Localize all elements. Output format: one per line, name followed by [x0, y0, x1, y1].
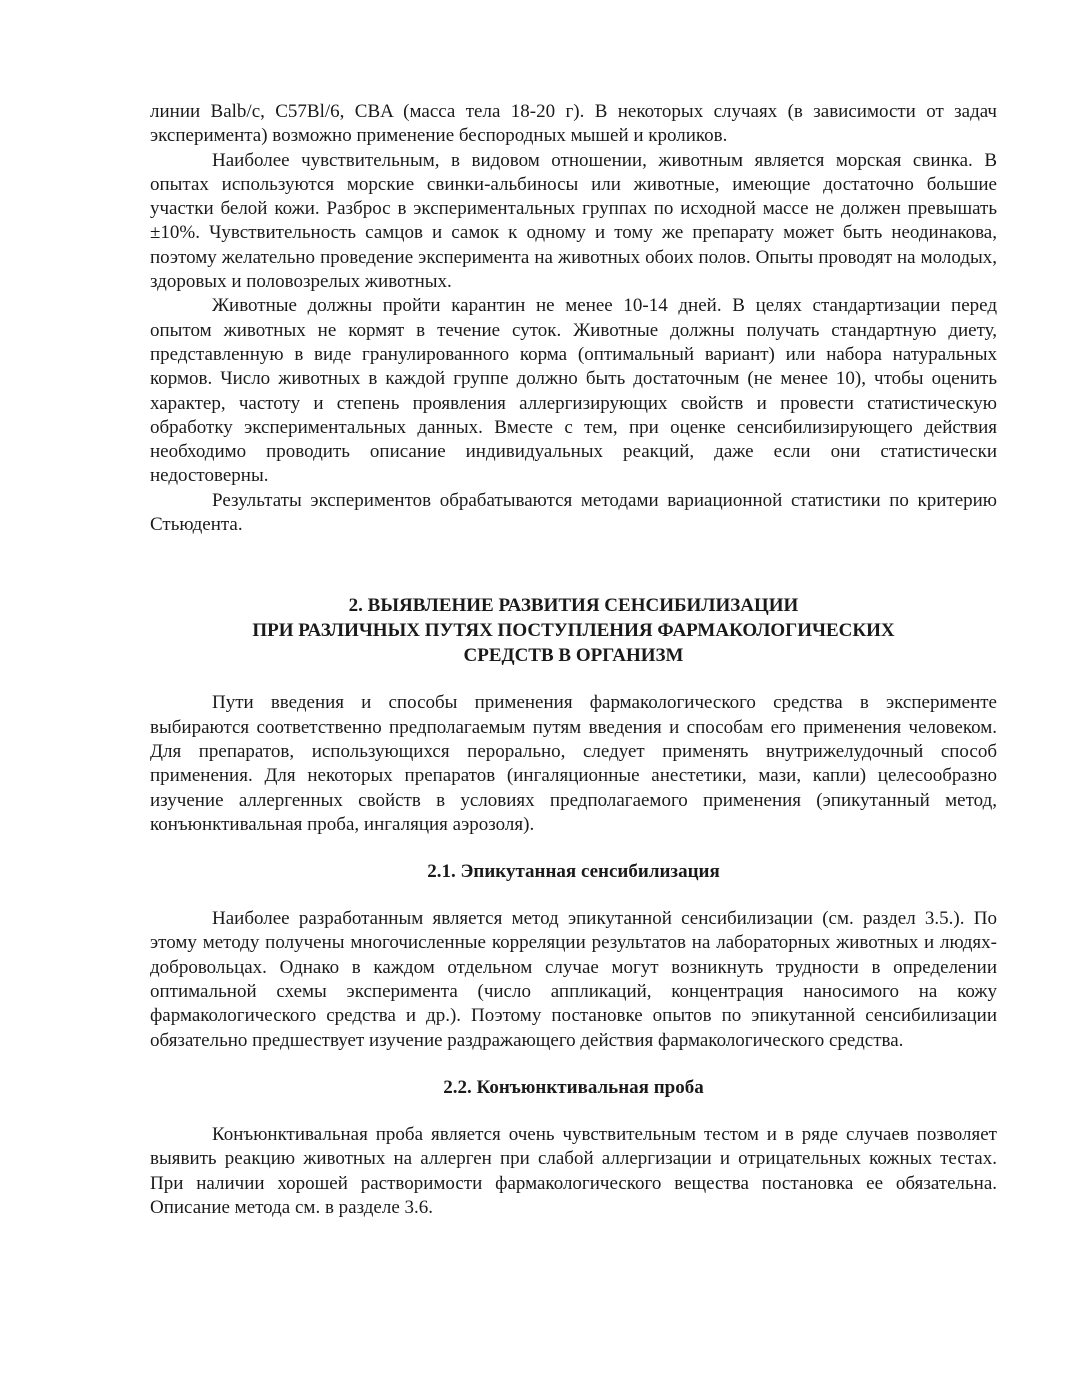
intro-paragraph-3: Животные должны пройти карантин не менее 10-14 дней. В целях стандартизации перед опытом животных не кормят в течение суток. Животные должны получать стандартную диету, представленную в виде гранулированного корма (оптимальный вариант) или набора натуральных кормов. Число животных в каждой группе должно быть достаточным (не менее 10), чтобы оценить характер, частоту и степень проявления аллергизирующих свойств и провести статистическую обработку экспериментальных данных. Вместе с тем, при оценке сенсибилизирующего действия необходимо проводить описание индивидуальных реакций, даже если они статистически недостоверны. [150, 295, 997, 487]
section-2-heading-line-3: СРЕДСТВ В ОРГАНИЗМ [463, 645, 684, 667]
intro-paragraph-2: Наиболее чувствительным, в видовом отношении, животным является морская свинка. В опытах используются морские свинки-альбиносы или животные, имеющие достаточно большие участки белой кожи. Разброс в экспериментальных группах по исходной массе не должен превышать ±10%. Чувствительность самцов и самок к одному и тому же препарату может быть неодинакова, поэтому желательно проведение эксперимента на животных обоих полов. Опыты проводят на молодых, здоровых и половозрелых животных. [150, 149, 997, 293]
section-2-1-paragraph: Наиболее разработанным является метод эпикутанной сенсибилизации (см. раздел 3.5.). По этому методу получены многочисленные корреляции результатов на лабораторных животных и людях-добровольцах. Однако в каждом отдельном случае могут возникнуть трудности в определении оптимальной схемы эксперимента (число аппликаций, концентрация наносимого на кожу фармакологического средства и др.). Поэтому постановке опытов по эпикутанной сенсибилизации обязательно предшествует изучение раздражающего действия фармакологического средства. [150, 908, 997, 1051]
section-2-paragraph: Пути введения и способы применения фармакологического средства в эксперименте выбираются соответственно предполагаемым путям введения и способам его применения человеком. Для препаратов, использующихся перорально, следует применять внутрижелудочный способ применения. Для некоторых препаратов (ингаляционные анестетики, мази, капли) целесообразно изучение аллергенных свойств в условиях предполагаемого применения (эпикутанный метод, конъюнктивальная проба, ингаляция аэрозоля). [150, 692, 997, 835]
section-2-1-heading: 2.1. Эпикутанная сенсибилизация [427, 861, 720, 883]
document-page [150, 100, 997, 1220]
section-2-heading [150, 593, 997, 668]
intro-paragraph-1: линии Balb/c, C57Bl/6, CBA (масса тела 18-20 г). В некоторых случаях (в зависимости от задач эксперимента) возможно применение беспородных мышей и кроликов. [150, 101, 997, 147]
section-2-heading-line-1: 2. ВЫЯВЛЕНИЕ РАЗВИТИЯ СЕНСИБИЛИЗАЦИИ [348, 595, 799, 617]
section-2-2-paragraph: Конъюнктивальная проба является очень чувствительным тестом и в ряде случаев позволяет выявить реакцию животных на аллерген при слабой аллергизации и отрицательных кожных тестах. При наличии хорошей растворимости фармакологического вещества постановка ее обязательна. Описание метода см. в разделе 3.6. [150, 1123, 997, 1218]
intro-paragraph-4: Результаты экспериментов обрабатываются методами вариационной статистики по критерию Стьюдента. [150, 489, 997, 536]
section-2-2-heading: 2.2. Конъюнктивальная проба [443, 1076, 704, 1098]
section-2-heading-line-2: ПРИ РАЗЛИЧНЫХ ПУТЯХ ПОСТУПЛЕНИЯ ФАРМАКОЛОГИЧЕСКИХ [252, 620, 895, 642]
